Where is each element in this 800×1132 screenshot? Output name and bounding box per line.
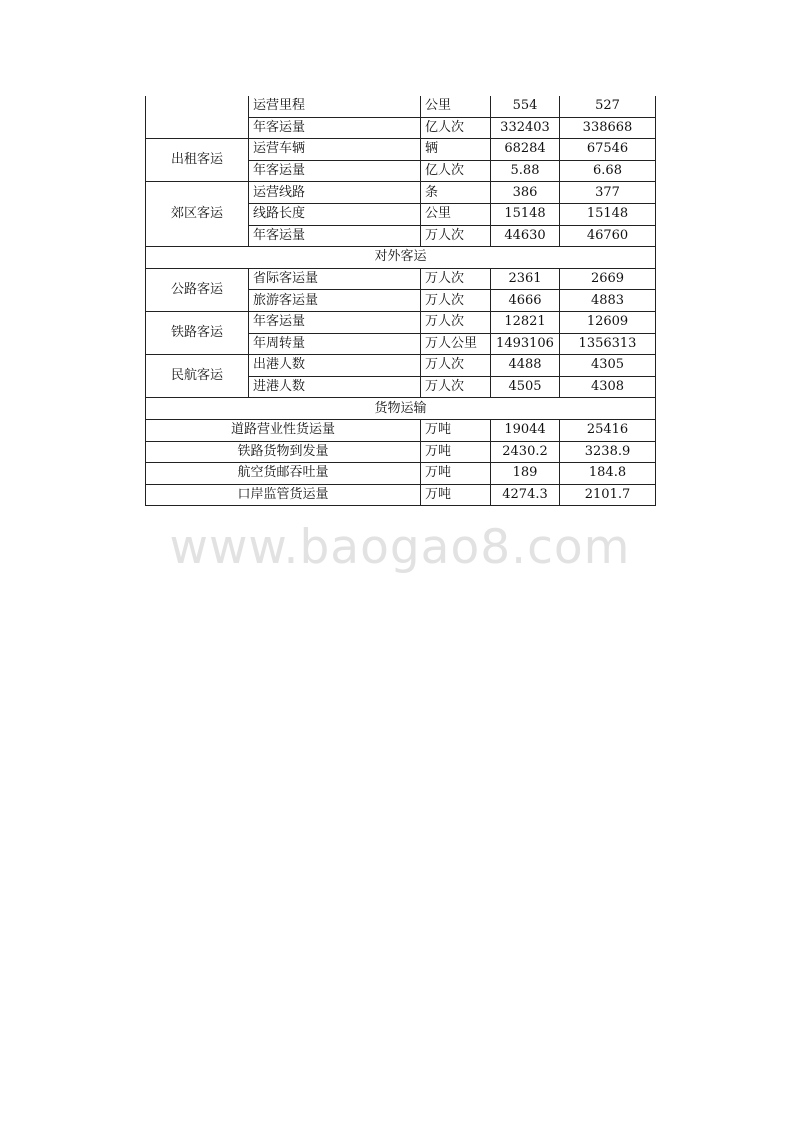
unit-cell: 万吨	[421, 463, 491, 485]
value-cell-1: 15148	[491, 203, 560, 225]
category-cell: 出租客运	[146, 139, 249, 182]
item-cell: 年客运量	[249, 225, 421, 247]
value-cell-1: 4505	[491, 376, 560, 398]
unit-cell: 亿人次	[421, 160, 491, 182]
item-cell: 年客运量	[249, 160, 421, 182]
category-cell: 公路客运	[146, 268, 249, 311]
value-cell-2: 527	[560, 96, 656, 117]
unit-cell: 万吨	[421, 484, 491, 506]
unit-cell: 万人次	[421, 268, 491, 290]
value-cell-2: 15148	[560, 203, 656, 225]
unit-cell: 条	[421, 182, 491, 204]
item-cell: 年客运量	[249, 117, 421, 139]
value-cell-2: 4308	[560, 376, 656, 398]
value-cell-1: 1493106	[491, 333, 560, 355]
value-cell-1: 19044	[491, 419, 560, 441]
item-cell: 旅游客运量	[249, 290, 421, 312]
value-cell-2: 2101.7	[560, 484, 656, 506]
value-cell-2: 2669	[560, 268, 656, 290]
item-cell: 进港人数	[249, 376, 421, 398]
value-cell-1: 554	[491, 96, 560, 117]
value-cell-2: 184.8	[560, 463, 656, 485]
value-cell-2: 12609	[560, 311, 656, 333]
value-cell-2: 1356313	[560, 333, 656, 355]
table-row	[146, 268, 656, 290]
table-row	[146, 419, 656, 441]
item-cell: 航空货邮吞吐量	[146, 463, 421, 485]
watermark: www.baogao8.com	[169, 520, 631, 575]
value-cell-1: 332403	[491, 117, 560, 139]
value-cell-1: 2430.2	[491, 441, 560, 463]
unit-cell: 万人公里	[421, 333, 491, 355]
table-row	[146, 484, 656, 506]
section-row	[146, 398, 656, 420]
item-cell: 铁路货物到发量	[146, 441, 421, 463]
value-cell-2: 4883	[560, 290, 656, 312]
value-cell-1: 2361	[491, 268, 560, 290]
table-row	[146, 311, 656, 333]
value-cell-1: 189	[491, 463, 560, 485]
item-cell: 道路营业性货运量	[146, 419, 421, 441]
table-row	[146, 182, 656, 204]
category-cell	[146, 96, 249, 139]
unit-cell: 公里	[421, 96, 491, 117]
value-cell-2: 67546	[560, 139, 656, 161]
statistics-table	[145, 96, 656, 506]
table-row	[146, 441, 656, 463]
value-cell-1: 68284	[491, 139, 560, 161]
table-row	[146, 139, 656, 161]
value-cell-2: 3238.9	[560, 441, 656, 463]
unit-cell: 亿人次	[421, 117, 491, 139]
unit-cell: 万吨	[421, 441, 491, 463]
item-cell: 运营里程	[249, 96, 421, 117]
item-cell: 省际客运量	[249, 268, 421, 290]
item-cell: 年客运量	[249, 311, 421, 333]
item-cell: 运营车辆	[249, 139, 421, 161]
unit-cell: 万吨	[421, 419, 491, 441]
value-cell-2: 4305	[560, 355, 656, 377]
unit-cell: 万人次	[421, 290, 491, 312]
unit-cell: 辆	[421, 139, 491, 161]
section-heading-external: 对外客运	[146, 247, 656, 269]
item-cell: 出港人数	[249, 355, 421, 377]
category-cell: 郊区客运	[146, 182, 249, 247]
value-cell-2: 377	[560, 182, 656, 204]
value-cell-1: 44630	[491, 225, 560, 247]
unit-cell: 万人次	[421, 355, 491, 377]
item-cell: 口岸监管货运量	[146, 484, 421, 506]
unit-cell: 万人次	[421, 311, 491, 333]
table-row	[146, 96, 656, 117]
value-cell-1: 386	[491, 182, 560, 204]
item-cell: 年周转量	[249, 333, 421, 355]
table-row	[146, 355, 656, 377]
value-cell-1: 4488	[491, 355, 560, 377]
table-row	[146, 463, 656, 485]
item-cell: 运营线路	[249, 182, 421, 204]
category-cell: 铁路客运	[146, 311, 249, 354]
value-cell-2: 25416	[560, 419, 656, 441]
unit-cell: 万人次	[421, 376, 491, 398]
section-row	[146, 247, 656, 269]
section-heading-freight: 货物运输	[146, 398, 656, 420]
value-cell-2: 6.68	[560, 160, 656, 182]
category-cell: 民航客运	[146, 355, 249, 398]
value-cell-2: 338668	[560, 117, 656, 139]
value-cell-1: 5.88	[491, 160, 560, 182]
value-cell-1: 12821	[491, 311, 560, 333]
value-cell-1: 4274.3	[491, 484, 560, 506]
unit-cell: 万人次	[421, 225, 491, 247]
unit-cell: 公里	[421, 203, 491, 225]
item-cell: 线路长度	[249, 203, 421, 225]
value-cell-1: 4666	[491, 290, 560, 312]
value-cell-2: 46760	[560, 225, 656, 247]
